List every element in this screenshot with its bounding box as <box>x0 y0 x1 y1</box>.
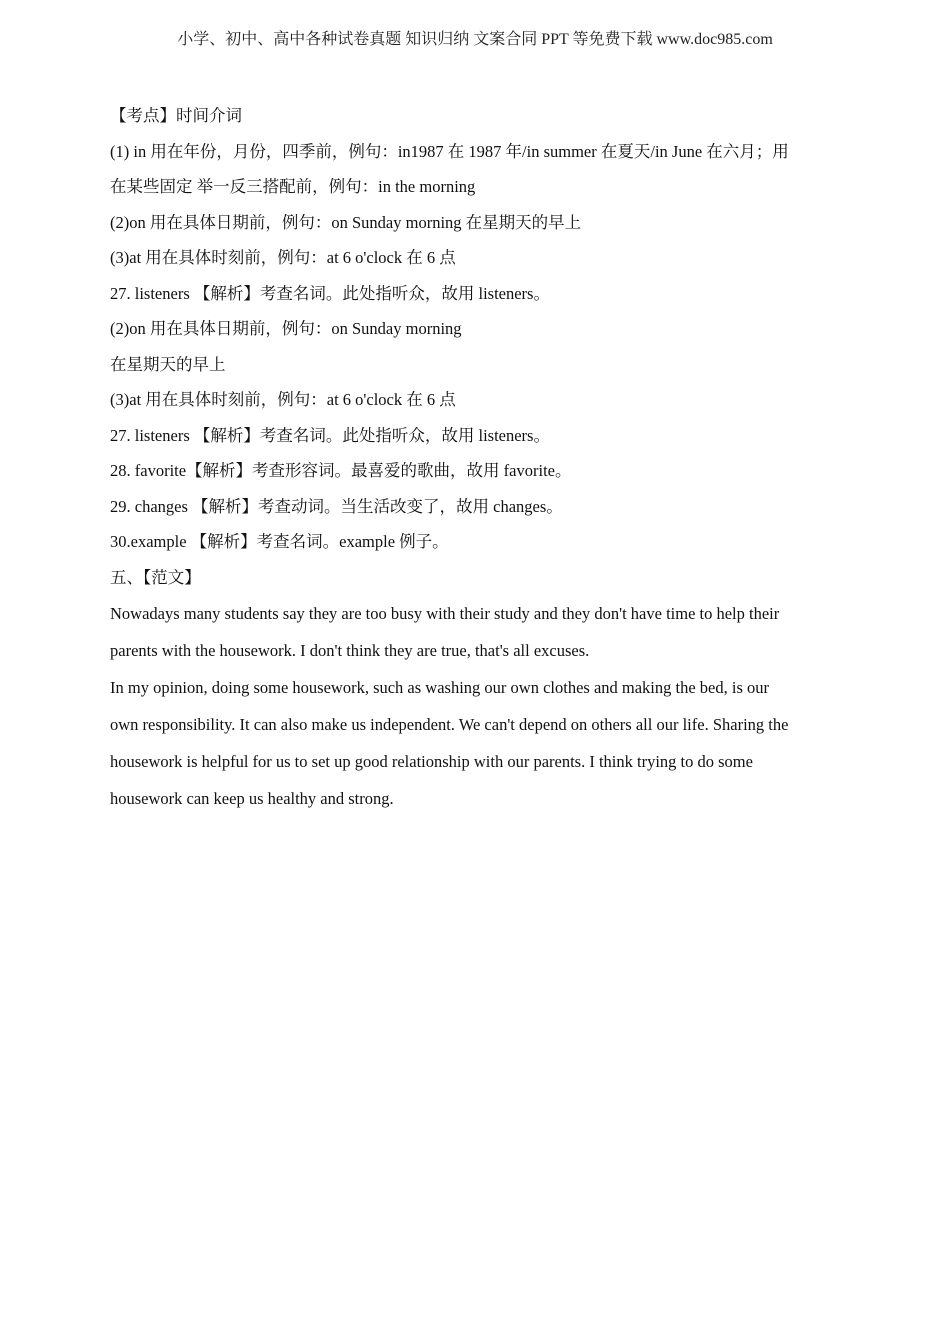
essay-line: housework can keep us healthy and strong. <box>110 789 394 808</box>
answer-item: 27. listeners 【解析】考查名词。此处指听众，故用 listeners。 <box>110 283 550 303</box>
essay-line: parents with the housework. I don't think they are true, that's all excuses. <box>110 641 590 660</box>
document-body <box>110 98 840 817</box>
essay-line: own responsibility. It can also make us independent. We can't depend on others all our life. Sharing the <box>110 715 789 734</box>
answer-item: 28. favorite【解析】考查形容词。最喜爱的歌曲，故用 favorite。 <box>110 461 572 480</box>
text-line: (2)on 用在具体日期前，例句：on Sunday morning 在星期天的早上 <box>110 212 582 232</box>
essay-line: In my opinion, doing some housework, such as washing our own clothes and making the bed, is our <box>110 678 769 697</box>
page-header: 小学、初中、高中各种试卷真题 知识归纳 文案合同 PPT 等免费下载 www.doc985.com <box>177 31 773 48</box>
model-essay <box>110 595 840 817</box>
text-line: 在某些固定 举一反三搭配前，例句：in the morning <box>110 177 476 196</box>
text-line: (1) in 用在年份，月份，四季前，例句：in1987 在 1987 年/in summer 在夏天/in June 在六月；用 <box>110 141 789 161</box>
section-heading-time-prepositions: 【考点】时间介词 <box>110 106 242 125</box>
text-line: (3)at 用在具体时刻前，例句：at 6 o'clock 在 6 点 <box>110 390 456 409</box>
essay-line: housework is helpful for us to set up good relationship with our parents. I think trying to do some <box>110 752 753 771</box>
text-line: (2)on 用在具体日期前，例句：on Sunday morning <box>110 319 462 338</box>
essay-line: Nowadays many students say they are too busy with their study and they don't have time to help their <box>110 604 780 623</box>
answer-item: 29. changes 【解析】考查动词。当生活改变了，故用 changes。 <box>110 496 563 516</box>
text-line: (3)at 用在具体时刻前，例句：at 6 o'clock 在 6 点 <box>110 248 456 267</box>
answer-item: 30.example 【解析】考查名词。example 例子。 <box>110 532 449 551</box>
section-heading-model-essay: 五、【范文】 <box>110 567 201 587</box>
text-line: 在星期天的早上 <box>110 354 226 374</box>
notes-section <box>110 98 840 595</box>
answer-item: 27. listeners 【解析】考查名词。此处指听众，故用 listeners。 <box>110 425 550 445</box>
